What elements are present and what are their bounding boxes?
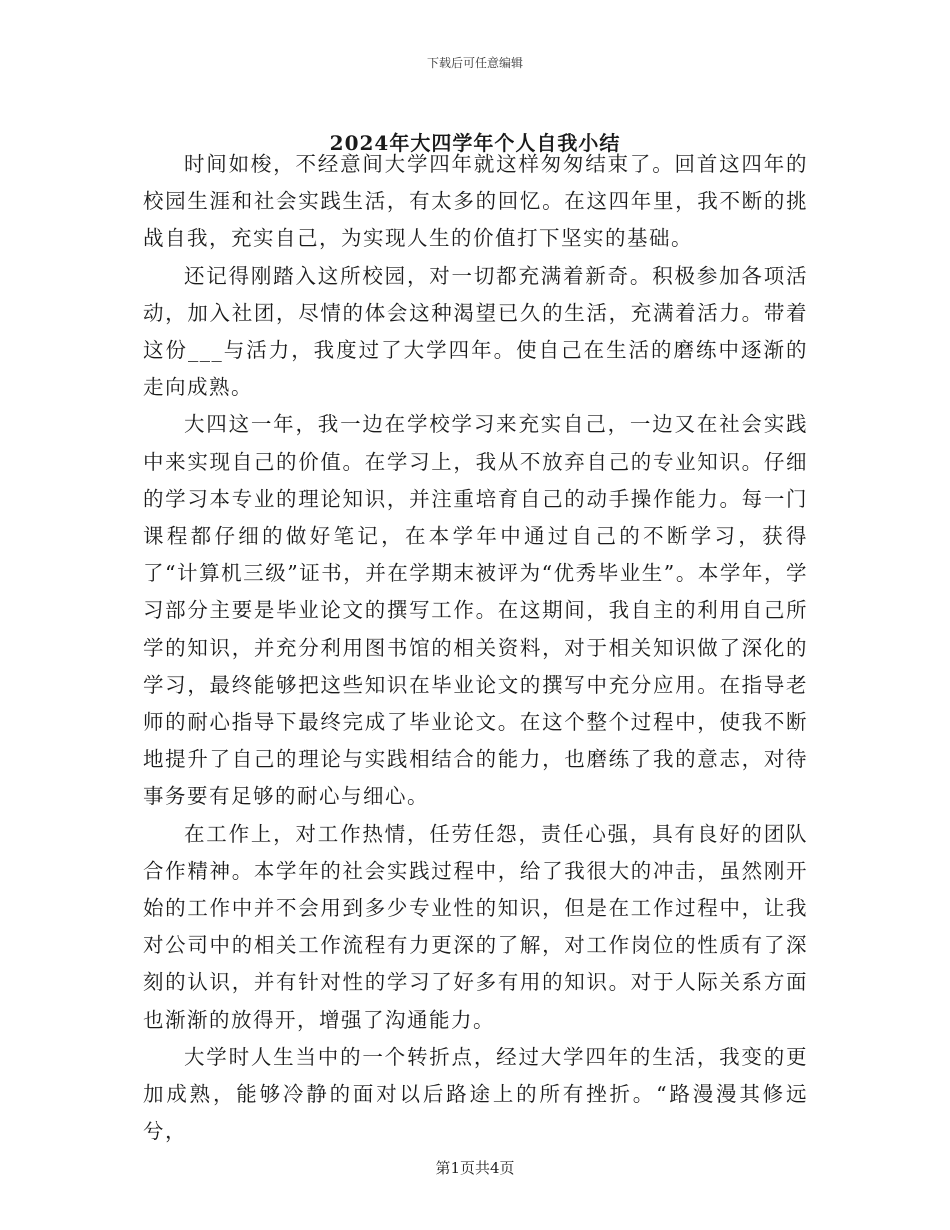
page-header-note: 下载后可任意编辑: [426, 56, 523, 70]
paragraph-4: 在工作上，对工作热情，任劳任怨，责任心强，具有良好的团队合作精神。本学年的社会实践过程中，给了我很大的冲击，虽然刚开始的工作中并不会用到多少专业性的知识，但是在工作过程中，让我对公司中的相关工作流程有力更深的了解，对工作岗位的性质有了深刻的认识，并有针对性的学习了好多有用的知识。对于人际关系方面也渐渐的放得开，增强了沟通能力。: [143, 821, 808, 1032]
paragraph-1: 时间如梭，不经意间大学四年就这样匆匆结束了。回首这四年的校园生涯和社会实践生活，有太多的回忆。在这四年里，我不断的挑战自我，充实自己，为实现人生的价值打下坚实的基础。: [143, 152, 808, 251]
document-body: [143, 146, 808, 1150]
paragraph-5: 大学时人生当中的一个转折点，经过大学四年的生活，我变的更加成熟，能够冷静的面对以后路途上的所有挫折。“路漫漫其修远兮，: [143, 1044, 808, 1144]
document-title: 2024年大四学年个人自我小结: [329, 131, 621, 156]
paragraph-3: 大四这一年，我一边在学校学习来充实自己，一边又在社会实践中来实现自己的价值。在学习上，我从不放弃自己的专业知识。仔细的学习本专业的理论知识，并注重培育自己的动手操作能力。每一门课程都仔细的做好笔记，在本学年中通过自己的不断学习，获得了“计算机三级”证书，并在学期末被评为“优秀毕业生”。本学年，学习部分主要是毕业论文的撰写工作。在这期间，我自主的利用自己所学的知识，并充分利用图书馆的相关资料，对于相关知识做了深化的学习，最终能够把这些知识在毕业论文的撰写中充分应用。在指导老师的耐心指导下最终完成了毕业论文。在这个整个过程中，使我不断地提升了自己的理论与实践相结合的能力，也磨练了我的意志，对待事务要有足够的耐心与细心。: [143, 412, 808, 809]
page-number: 第1页共4页: [435, 1159, 515, 1177]
paragraph-2: 还记得刚踏入这所校园，对一切都充满着新奇。积极参加各项活动，加入社团，尽情的体会这种渴望已久的生活，充满着活力。带着这份___与活力，我度过了大学四年。使自己在生活的磨练中逐渐的走向成熟。: [143, 263, 808, 400]
